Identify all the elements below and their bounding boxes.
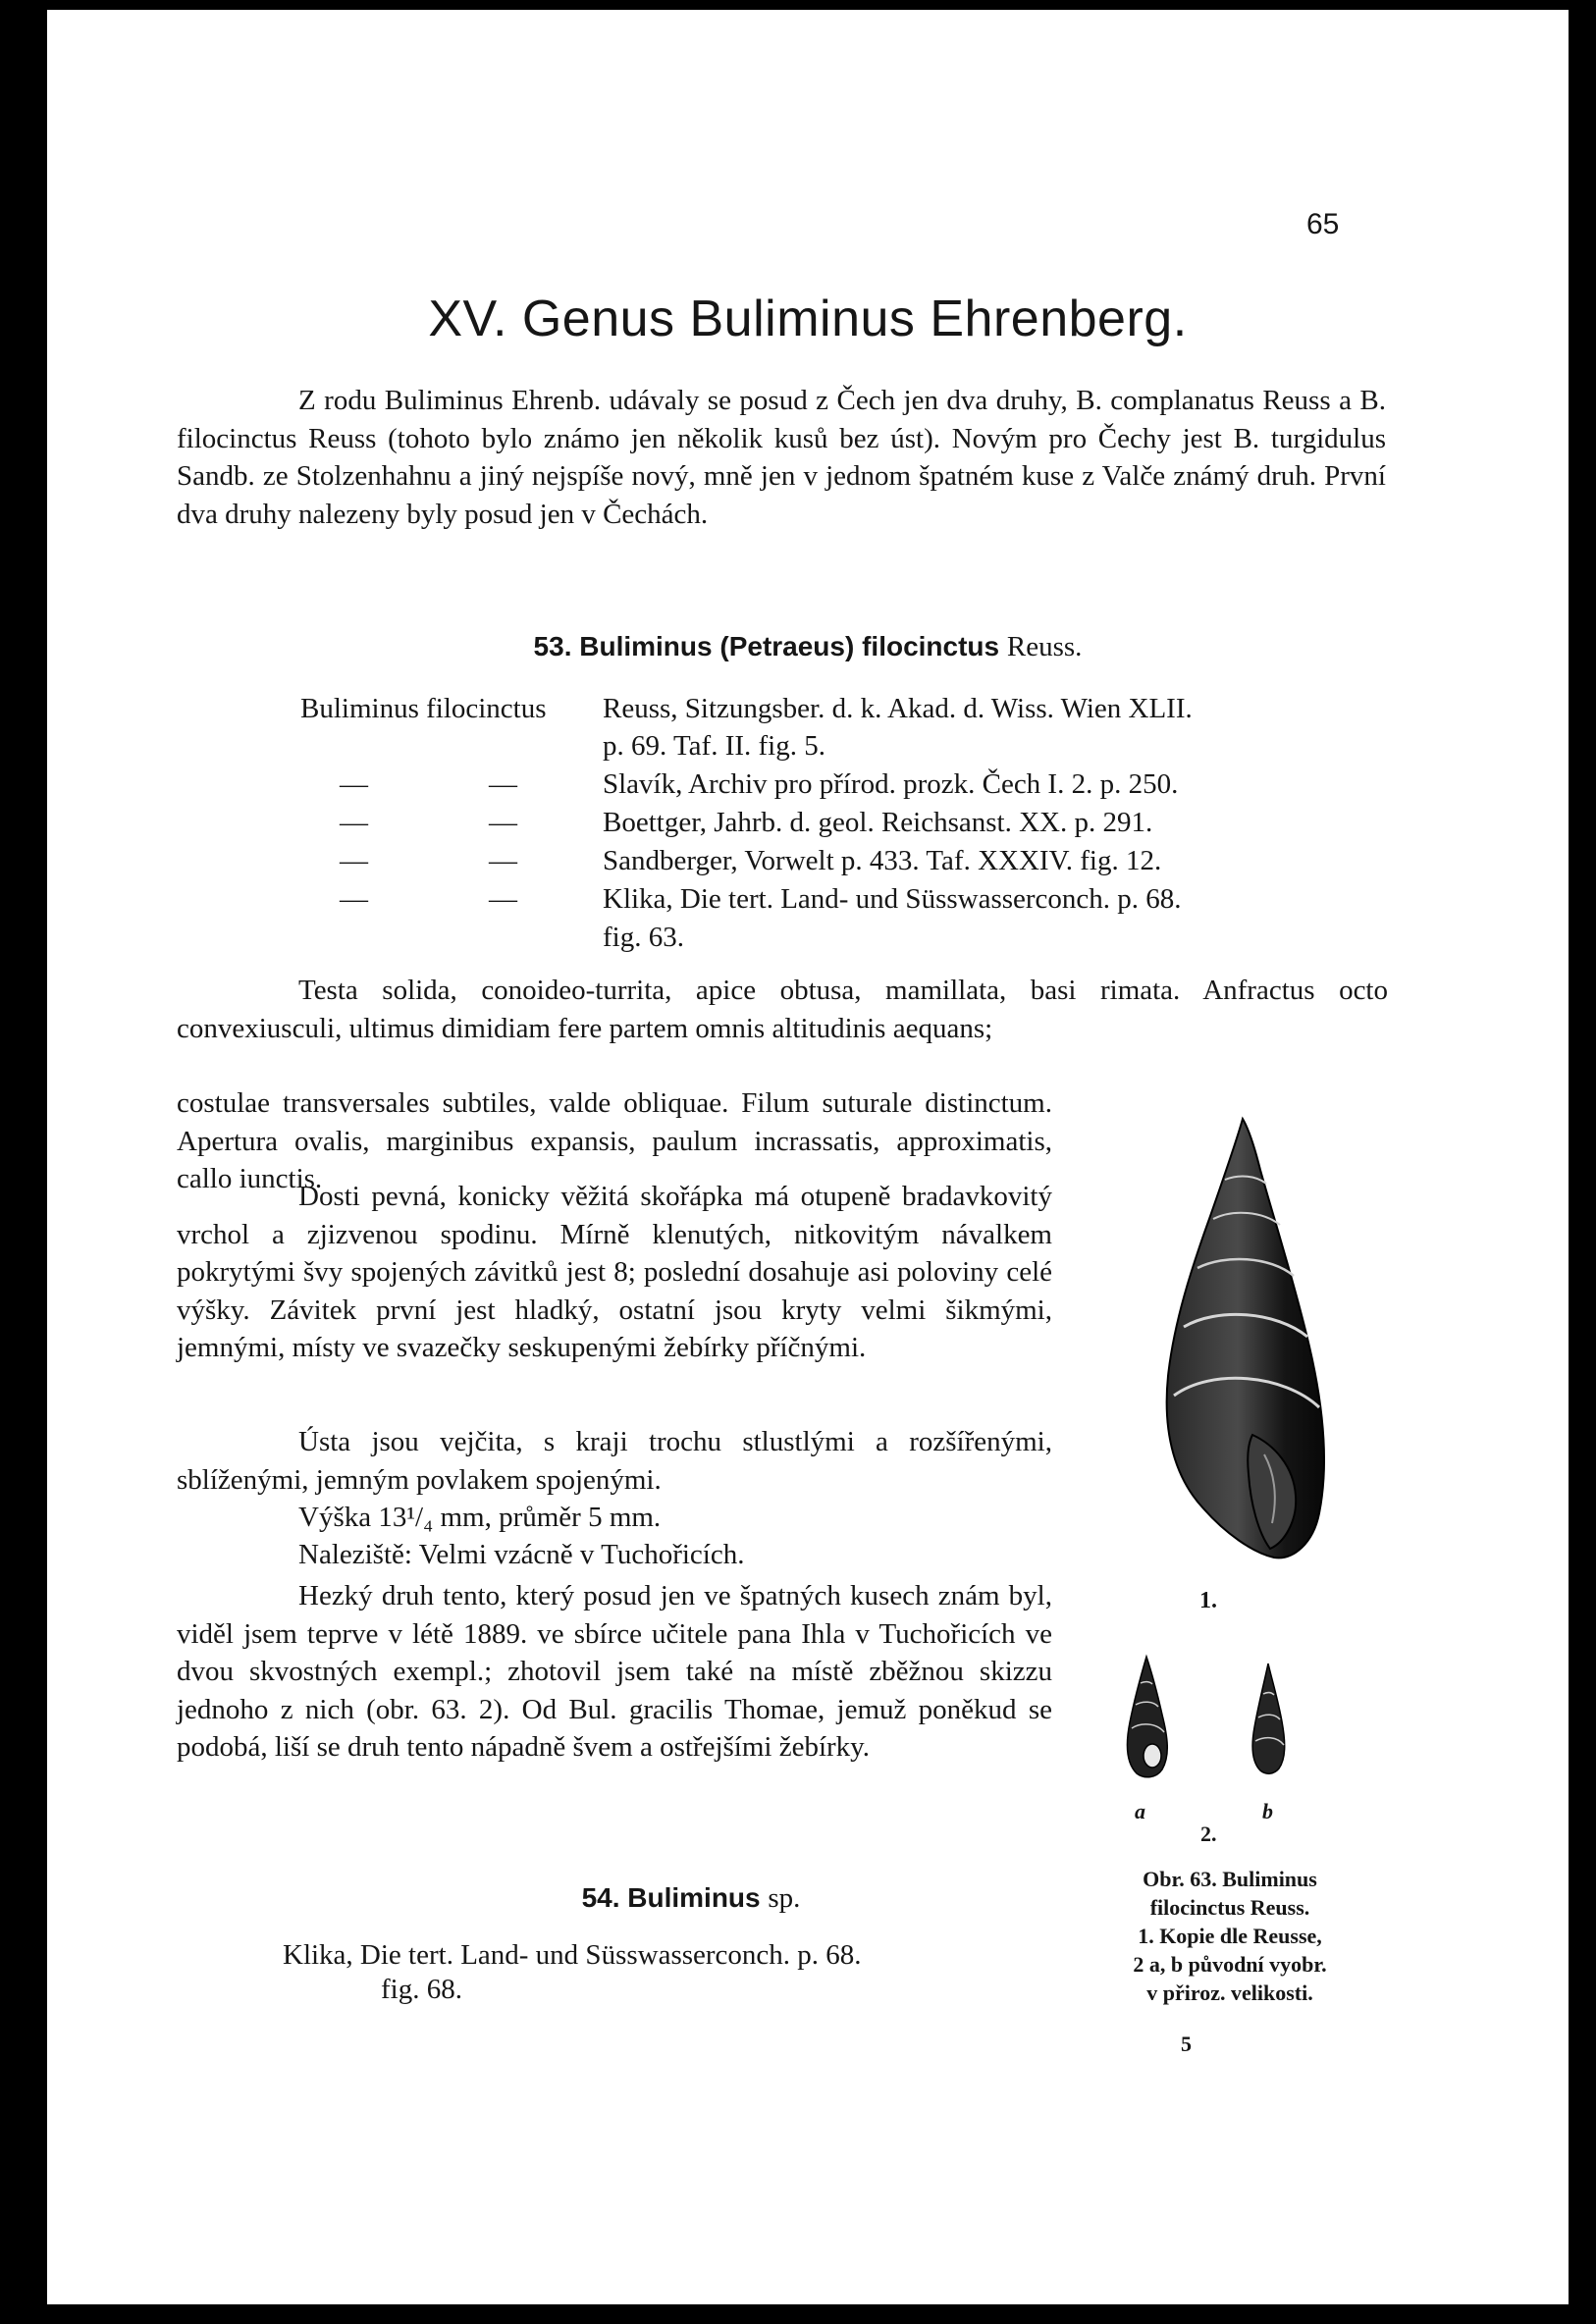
shell-illustration-2b	[1247, 1661, 1290, 1778]
species-54-reference: Klika, Die tert. Land- und Süsswasserconch. p. 68.	[283, 1939, 862, 1971]
caption-line: 2 a, b původní vyobr.	[1133, 1952, 1327, 1977]
ditto-dash: —	[489, 768, 517, 800]
shell-illustration-1	[1127, 1111, 1353, 1582]
synonym-ref: p. 69. Taf. II. fig. 5.	[603, 730, 825, 762]
czech-description: Dosti pevná, konicky věžitá skořápka má otupeně bradavkovitý vrchol a zjizvenou spodinu. Mírně klenutých, nitkovitým návalkem pokrytými švy spojených závitků jest 8; poslední dosahuje asi poloviny celé výšky. Závitek první jest hladký, ostatní jsou kryty velmi šikmými, jemnými, místy ve svazečky seskupenými žebírky příčnými.	[177, 1181, 1052, 1363]
scan-border-bottom	[0, 2304, 1596, 2324]
scan-border-top	[0, 0, 1596, 10]
ditto-dash: —	[489, 807, 517, 838]
species-54-heading-name: 54. Buliminus	[581, 1882, 761, 1913]
intro-paragraph: Z rodu Buliminus Ehrenb. udávaly se posud z Čech jen dva druhy, B. complanatus Reuss a B. filocinctus Reuss (tohoto bylo známo jen několik kusů bez úst). Novým pro Čechy jest B. turgidulus Sandb. ze Stolzenhahnu a jiný nejspíše nový, mně jen v jednom špatném kuse z Valče známý druh. První dva druhy nalezeny byly posud jen v Čechách.	[177, 385, 1386, 530]
figure-label-2: 2.	[1200, 1822, 1217, 1846]
species-54-heading-suffix: sp.	[768, 1882, 801, 1914]
figure-label-2a: a	[1135, 1799, 1145, 1823]
shell-illustration-2a	[1119, 1654, 1174, 1781]
synonym-ref: Slavík, Archiv pro přírod. prozk. Čech I. 2. p. 250.	[603, 768, 1179, 800]
ditto-dash: —	[489, 845, 517, 876]
species-54-reference-continued: fig. 68.	[381, 1974, 462, 2005]
figure-label-2b: b	[1262, 1799, 1273, 1823]
species-53-heading	[47, 631, 1569, 663]
scan-border-left	[0, 0, 47, 2324]
synonym-ref: Reuss, Sitzungsber. d. k. Akad. d. Wiss. Wien XLII.	[603, 693, 1193, 724]
book-page	[47, 10, 1569, 2304]
latin-description: Testa solida, conoideo-turrita, apice obtusa, mamillata, basi rimata. Anfractus octo convexiusculi, ultimus dimidiam fere partem omnis altitudinis aequans;	[177, 975, 1388, 1044]
synonym-ref: Boettger, Jahrb. d. geol. Reichsanst. XX. p. 291.	[603, 807, 1153, 838]
caption-line: filocinctus Reuss.	[1149, 1895, 1310, 1920]
species-53-heading-author: Reuss.	[1006, 631, 1083, 662]
synonym-genus-name: Buliminus filocinctus	[300, 693, 547, 724]
latin-description-continued: costulae transversales subtiles, valde obliquae. Filum suturale distinctum. Apertura ovalis, marginibus expansis, paulum incrassatis, approximatis, callo iunctis.	[177, 1087, 1052, 1194]
ditto-dash: —	[340, 845, 368, 876]
locality: Naleziště: Velmi vzácně v Tuchořicích.	[298, 1539, 745, 1570]
species-54-heading	[47, 1882, 1335, 1915]
remark-paragraph: Hezký druh tento, který posud jen ve špatných kusech znám byl, viděl jsem teprve v létě 1889. ve sbírce učitele pana Ihla v Tuchořicích ve dvou skvostných exempl.; zhotovil jsem také na místě zběžnou skizzu jednoho z nich (obr. 63. 2). Od Bul. gracilis Thomae, jemuž poněkud se podobá, liší se druh tento nápadně švem a ostřejšími žebírky.	[177, 1580, 1052, 1763]
ditto-dash: —	[340, 807, 368, 838]
caption-line: v přiroz. velikosti.	[1146, 1981, 1313, 2005]
scan-border-right	[1569, 0, 1596, 2324]
synonym-ref: Klika, Die tert. Land- und Süsswasserconch. p. 68.	[603, 883, 1182, 915]
synonym-ref: fig. 63.	[603, 922, 684, 953]
synonym-ref: Sandberger, Vorwelt p. 433. Taf. XXXIV. fig. 12.	[603, 845, 1162, 876]
caption-line: Obr. 63. Buliminus	[1143, 1867, 1317, 1891]
ditto-dash: —	[340, 883, 368, 915]
dimensions: Výška 13¹/₄ mm, průměr 5 mm.	[298, 1502, 662, 1533]
figure-label-1: 1.	[1199, 1588, 1217, 1613]
printer-signature-mark: 5	[1181, 2032, 1192, 2056]
aperture-description: Ústa jsou vejčita, s kraji trochu stlustlými a rozšířenými, sblíženými, jemným povlakem spojenými.	[177, 1426, 1052, 1496]
caption-line: 1. Kopie dle Reusse,	[1138, 1924, 1322, 1948]
ditto-dash: —	[489, 883, 517, 915]
page-title: XV. Genus Buliminus Ehrenberg.	[428, 290, 1188, 347]
species-53-heading-name: 53. Buliminus (Petraeus) filocinctus	[533, 631, 1000, 661]
ditto-dash: —	[340, 768, 368, 800]
page-number: 65	[1306, 208, 1340, 240]
